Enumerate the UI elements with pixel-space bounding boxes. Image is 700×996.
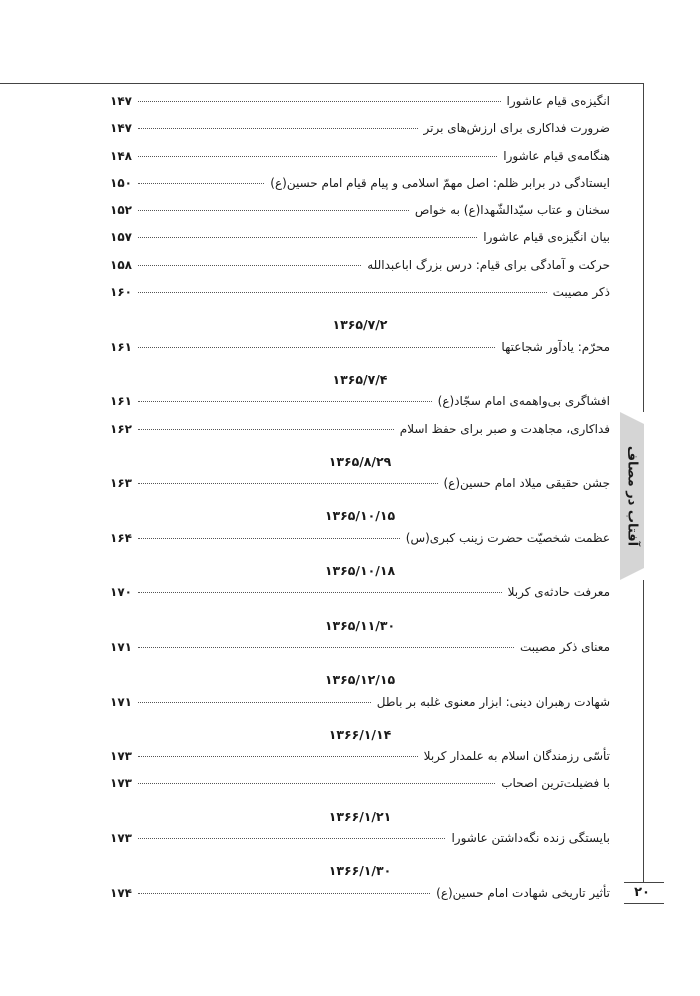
toc-entry[interactable]: [110, 475, 610, 502]
toc-entry[interactable]: [110, 639, 610, 666]
dot-leader: [138, 156, 497, 157]
section-date: ۱۳۶۵/۱۰/۱۸: [324, 563, 396, 579]
entry-title: معرفت حادثه‌ی کربلا: [507, 585, 610, 600]
tab-notch-bottom: [620, 568, 644, 580]
dot-leader: [138, 101, 501, 102]
entry-page-number: ۱۶۲: [110, 421, 132, 436]
entry-page-number: ۱۶۴: [110, 530, 132, 545]
toc-entry[interactable]: [110, 284, 610, 311]
entry-page-number: ۱۷۳: [110, 831, 132, 846]
entry-title: بیان انگیزه‌ی قیام عاشورا: [483, 230, 610, 245]
section-date: ۱۳۶۵/۱۰/۱۵: [324, 508, 396, 524]
toc-entry[interactable]: [110, 202, 610, 229]
toc-entry[interactable]: [110, 530, 610, 557]
section-date: ۱۳۶۶/۱/۲۱: [328, 808, 392, 824]
entry-title: فداکاری، مجاهدت و صبر برای حفظ اسلام: [399, 421, 610, 436]
entry-title: تأسّی رزمندگان اسلام به علمدار کربلا: [423, 749, 610, 764]
dot-leader: [138, 647, 514, 648]
entry-title: ایستادگی در برابر ظلم: اصل مهمّ اسلامی و پیام قیام امام حسین(ع): [270, 175, 610, 190]
entry-page-number: ۱۶۱: [110, 394, 132, 409]
toc-entry[interactable]: [110, 175, 610, 202]
entry-title: انگیزه‌ی قیام عاشورا: [506, 94, 610, 108]
entry-page-number: ۱۵۰: [110, 175, 132, 190]
page-number-rule-top: [624, 882, 664, 883]
entry-title: عظمت شخصیّت حضرت زینب کبری(س): [405, 530, 610, 545]
tab-notch-top: [620, 412, 644, 424]
dot-leader: [138, 128, 418, 129]
dot-leader: [138, 429, 394, 430]
toc-entry[interactable]: [110, 229, 610, 256]
dot-leader: [138, 783, 495, 784]
entry-page-number: ۱۵۲: [110, 203, 132, 218]
entry-page-number: ۱۴۷: [110, 121, 132, 136]
dot-leader: [138, 838, 445, 839]
section-date: ۱۳۶۵/۸/۲۹: [328, 453, 392, 469]
toc-entry[interactable]: [110, 93, 610, 120]
dot-leader: [138, 401, 432, 402]
entry-page-number: ۱۶۳: [110, 476, 132, 491]
dot-leader: [138, 183, 264, 184]
entry-page-number: ۱۵۸: [110, 257, 132, 272]
entry-title: معنای ذکر مصیبت: [519, 639, 610, 654]
dot-leader: [138, 592, 502, 593]
section-date: ۱۳۶۵/۱۱/۳۰: [324, 617, 396, 633]
entry-title: بایستگی زنده نگه‌داشتن عاشورا: [451, 831, 610, 846]
toc-entry[interactable]: [110, 339, 610, 366]
dot-leader: [138, 483, 438, 484]
toc-entry[interactable]: [110, 775, 610, 802]
table-of-contents: [110, 93, 610, 912]
toc-entry[interactable]: [110, 421, 610, 448]
toc-entry[interactable]: [110, 885, 610, 912]
entry-title: افشاگری بی‌واهمه‌ی امام سجّاد(ع): [437, 394, 610, 409]
entry-title: جشن حقیقی میلاد امام حسین(ع): [443, 476, 610, 491]
section-date: ۱۳۶۶/۱/۳۰: [328, 863, 392, 879]
section-date: ۱۳۶۶/۱/۱۴: [328, 726, 392, 742]
dot-leader: [138, 538, 400, 539]
dot-leader: [138, 702, 371, 703]
entry-page-number: ۱۴۷: [110, 94, 132, 108]
entry-title: با فضیلت‌ترین اصحاب: [501, 776, 610, 791]
toc-entry[interactable]: [110, 148, 610, 175]
top-rule: [0, 83, 644, 84]
entry-title: حرکت و آمادگی برای قیام: درس بزرگ اباعبدالله: [367, 257, 610, 272]
dot-leader: [138, 292, 547, 293]
page-number-rule-bottom: [624, 903, 664, 904]
toc-entry[interactable]: [110, 120, 610, 147]
entry-page-number: ۱۷۳: [110, 749, 132, 764]
entry-page-number: ۱۷۱: [110, 694, 132, 709]
toc-entry[interactable]: [110, 584, 610, 611]
entry-page-number: ۱۷۱: [110, 639, 132, 654]
entry-page-number: ۱۵۷: [110, 230, 132, 245]
toc-entry[interactable]: [110, 694, 610, 721]
entry-page-number: ۱۶۰: [110, 285, 132, 300]
dot-leader: [138, 210, 409, 211]
toc-entry[interactable]: [110, 748, 610, 775]
entry-title: شهادت رهبران دینی: ابزار معنوی غلبه بر باطل: [376, 694, 610, 709]
toc-entry[interactable]: [110, 830, 610, 857]
dot-leader: [138, 237, 477, 238]
toc-entry[interactable]: [110, 257, 610, 284]
entry-title: سخنان و عتاب سیّدالشّهدا(ع) به خواص: [414, 203, 610, 218]
dot-leader: [138, 756, 418, 757]
dot-leader: [138, 347, 495, 348]
entry-title: محرّم: یادآور شجاعتها: [501, 339, 610, 354]
entry-title: هنگامه‌ی قیام عاشورا: [503, 148, 610, 163]
entry-title: ضرورت فداکاری برای ارزش‌های برتر: [423, 121, 610, 136]
section-date: ۱۳۶۵/۷/۲: [332, 317, 388, 333]
running-title: آفتاب در مصاف: [624, 445, 640, 547]
entry-title: ذکر مصیبت: [552, 285, 610, 300]
entry-page-number: ۱۷۳: [110, 776, 132, 791]
entry-page-number: ۱۷۰: [110, 585, 132, 600]
toc-entry[interactable]: [110, 393, 610, 420]
entry-page-number: ۱۶۱: [110, 339, 132, 354]
dot-leader: [138, 265, 361, 266]
entry-title: تأثیر تاریخی شهادت امام حسین(ع): [436, 885, 610, 900]
entry-page-number: ۱۷۴: [110, 885, 132, 900]
dot-leader: [138, 893, 430, 894]
page-number: ۲۰: [634, 885, 650, 900]
entry-page-number: ۱۴۸: [110, 148, 132, 163]
section-date: ۱۳۶۵/۷/۴: [332, 371, 388, 387]
section-date: ۱۳۶۵/۱۲/۱۵: [324, 672, 396, 688]
